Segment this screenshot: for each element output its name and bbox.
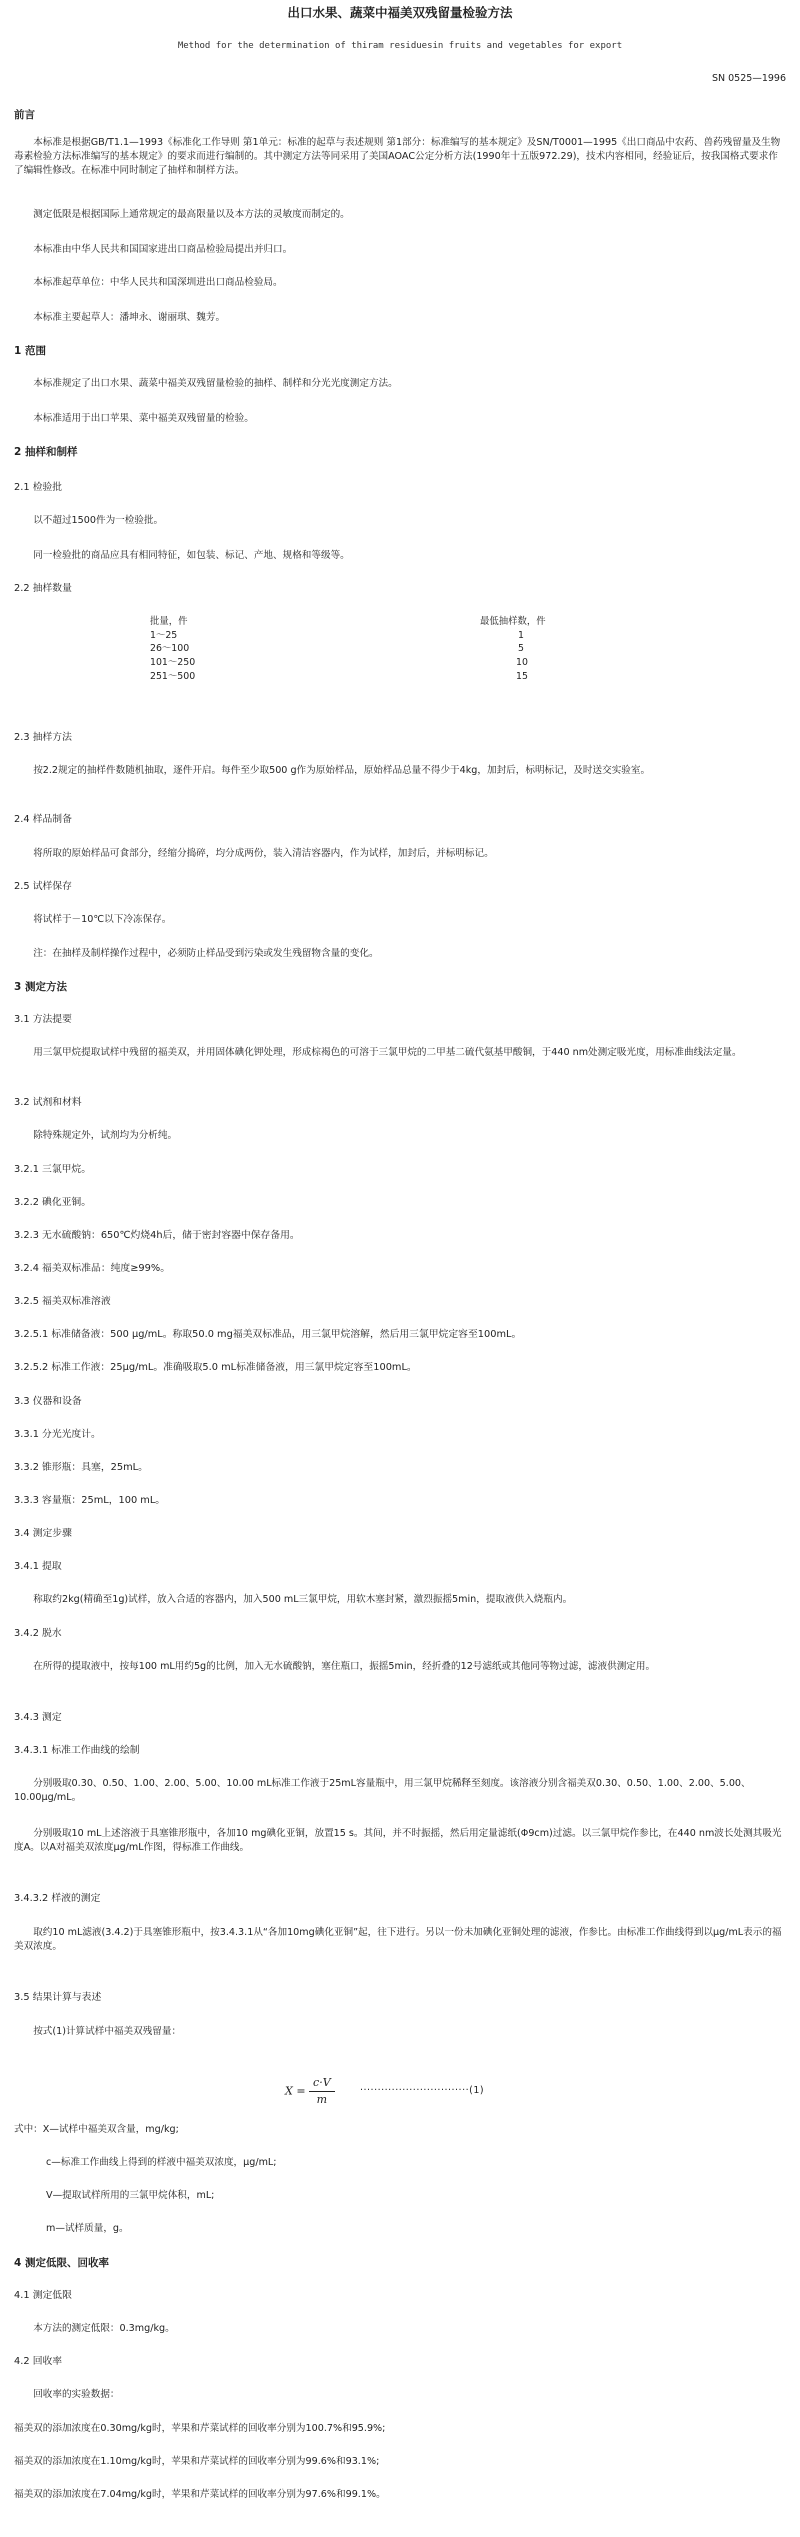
item-3-3-2: 3.3.2 锥形瓶：具塞，25mL。 (14, 1462, 148, 1473)
section-4-1-para: 本方法的测定低限：0.3mg/kg。 (33, 2323, 175, 2334)
section-2-4-heading: 2.4 样品制备 (14, 814, 72, 825)
section-3-4-heading: 3.4 测定步骤 (14, 1528, 72, 1539)
table-cell: 15 (516, 670, 528, 682)
document-title: 出口水果、蔬菜中福美双残留量检验方法 (287, 5, 513, 20)
foreword-para-4: 本标准起草单位：中华人民共和国深圳进出口商品检验局。 (33, 277, 283, 288)
standard-number: SN 0525—1996 (711, 73, 786, 84)
section-3-4-2-heading: 3.4.2 脱水 (14, 1628, 62, 1639)
section-3-heading: 3 测定方法 (14, 981, 67, 993)
formula-var-c: c—标准工作曲线上得到的样液中福美双浓度，μg/mL; (46, 2157, 277, 2168)
section-3-4-3-2-para: 取约10 mL滤液(3.4.2)于具塞锥形瓶中，按3.4.3.1从“各加10mg碘化亚铜”起，往下进行。另以一份未加碘化亚铜处理的滤液，作参比。由标准工作曲线得到以μg/mL表示的福美双浓度。 (14, 1927, 782, 1952)
formula-var-m: m—试样质量，g。 (46, 2223, 129, 2234)
section-3-4-3-heading: 3.4.3 测定 (14, 1712, 62, 1723)
section-2-4-para-1: 将所取的原始样品可食部分，经缩分捣碎，均分成两份，装入清洁容器内，作为试样，加封后，并标明标记。 (33, 848, 494, 859)
section-3-4-3-2-heading: 3.4.3.2 样液的测定 (14, 1893, 101, 1904)
sampling-quantity-table (150, 615, 546, 683)
item-3-2-5-2: 3.2.5.2 标准工作液：25μg/mL。准确吸取5.0 mL标准储备液，用三氯甲烷定容至100mL。 (14, 1362, 417, 1373)
section-2-heading: 2 抽样和制样 (14, 446, 78, 458)
section-3-2-heading: 3.2 试剂和材料 (14, 1097, 82, 1108)
item-3-2-5-1: 3.2.5.1 标准储备液：500 μg/mL。称取50.0 mg福美双标准品，用三氯甲烷溶解，然后用三氯甲烷定容至100mL。 (14, 1329, 522, 1340)
item-3-2-1: 3.2.1 三氯甲烷。 (14, 1164, 92, 1175)
section-2-5-note: 注：在抽样及制样操作过程中，必须防止样品受到污染或发生残留物含量的变化。 (33, 948, 379, 959)
foreword-para-2: 测定低限是根据国际上通常规定的最高限量以及本方法的灵敏度而制定的。 (33, 209, 350, 220)
table-row (150, 642, 546, 656)
table-cell: 101～250 (150, 656, 196, 668)
item-3-2-5: 3.2.5 福美双标准溶液 (14, 1296, 111, 1307)
formula-fraction (309, 2075, 335, 2108)
section-2-2-heading: 2.2 抽样数量 (14, 583, 72, 594)
section-2-5-para-1: 将试样于－10℃以下冷冻保存。 (33, 914, 172, 925)
foreword-heading: 前言 (14, 109, 35, 121)
formula-denominator: m (316, 2092, 328, 2106)
section-1-para-2: 本标准适用于出口苹果、菜中福美双残留量的检验。 (33, 413, 254, 424)
section-3-4-1-para: 称取约2kg(精确至1g)试样，放入合适的容器内，加入500 mL三氯甲烷，用软木塞封紧，激烈振摇5min，提取液供入烧瓶内。 (33, 1594, 573, 1605)
table-cell: 1 (518, 629, 524, 641)
item-3-2-3: 3.2.3 无水硫酸钠：650℃灼烧4h后，储于密封容器中保存备用。 (14, 1230, 300, 1241)
recovery-line-1: 福美双的添加浓度在0.30mg/kg时，苹果和芹菜试样的回收率分别为100.7%和95.9%; (14, 2423, 386, 2434)
section-3-4-2-para: 在所得的提取液中，按每100 mL用约5g的比例，加入无水硫酸钠，塞住瓶口，振摇5min，经折叠的12号滤纸或其他同等物过滤，滤液供测定用。 (33, 1661, 656, 1672)
formula-lhs: X = (285, 2084, 306, 2098)
table-cell: 5 (518, 643, 524, 655)
sampling-table (150, 615, 546, 683)
table-header-min-samples: 最低抽样数，件 (480, 616, 546, 627)
section-3-5-heading: 3.5 结果计算与表述 (14, 1992, 102, 2003)
section-3-5-para-1: 按式(1)计算试样中福美双残留量： (33, 2026, 182, 2037)
section-3-2-para-1: 除特殊规定外，试剂均为分析纯。 (33, 1130, 178, 1141)
table-header-row (150, 615, 546, 629)
formula-number: ·······························(1) (360, 2085, 485, 2096)
section-2-1-para-2: 同一检验批的商品应具有相同特征，如包装、标记、产地、规格和等级等。 (33, 550, 350, 561)
section-3-4-1-heading: 3.4.1 提取 (14, 1561, 62, 1572)
section-4-2-para: 回收率的实验数据： (33, 2389, 120, 2400)
table-cell: 10 (516, 656, 528, 668)
table-cell: 251～500 (150, 670, 196, 682)
formula-numerator: c·V (309, 2075, 335, 2092)
section-2-1-para-1: 以不超过1500件为一检验批。 (33, 515, 164, 526)
section-2-3-heading: 2.3 抽样方法 (14, 732, 72, 743)
section-3-1-para-1: 用三氯甲烷提取试样中残留的福美双，并用固体碘化钾处理，形成棕褐色的可溶于三氯甲烷的二甲基二硫代氨基甲酸铜，于440 nm处测定吸光度，用标准曲线法定量。 (33, 1047, 742, 1058)
formula-where: 式中：X—试样中福美双含量，mg/kg; (14, 2124, 179, 2135)
foreword-para-5: 本标准主要起草人：潘坤永、谢丽琪、魏芳。 (33, 312, 226, 323)
item-3-2-2: 3.2.2 碘化亚铜。 (14, 1197, 92, 1208)
table-cell: 1～25 (150, 629, 178, 641)
section-4-heading: 4 测定低限、回收率 (14, 2257, 109, 2269)
section-3-4-3-1-para-a: 分别吸取0.30、0.50、1.00、2.00、5.00、10.00 mL标准工作液于25mL容量瓶中，用三氯甲烷稀释至刻度。该溶液分别含福美双0.30、0.50、1.00、2.00、5.00、10.00μg/mL。 (14, 1778, 751, 1803)
formula-var-v: V—提取试样所用的三氯甲烷体积，mL; (46, 2190, 215, 2201)
recovery-line-2: 福美双的添加浓度在1.10mg/kg时，苹果和芹菜试样的回收率分别为99.6%和93.1%; (14, 2456, 380, 2467)
foreword-para-3: 本标准由中华人民共和国国家进出口商品检验局提出并归口。 (33, 244, 293, 255)
table-cell: 26～100 (150, 643, 190, 655)
table-header-batch: 批量，件 (150, 616, 188, 627)
section-3-1-heading: 3.1 方法提要 (14, 1014, 72, 1025)
table-row (150, 629, 546, 643)
section-3-4-3-1-heading: 3.4.3.1 标准工作曲线的绘制 (14, 1745, 140, 1756)
section-4-1-heading: 4.1 测定低限 (14, 2290, 72, 2301)
section-3-3-heading: 3.3 仪器和设备 (14, 1396, 82, 1407)
section-1-heading: 1 范围 (14, 345, 46, 357)
item-3-2-4: 3.2.4 福美双标准品：纯度≥99%。 (14, 1263, 170, 1274)
foreword-para-1: 本标准是根据GB/T1.1—1993《标准化工作导则 第1单元：标准的起草与表述规则 第1部分：标准编写的基本规定》及SN/T0001—1995《出口商品中农药、兽药残留量及生物毒素检验方法标准编写的基本规定》的要求而进行编制的。其中测定方法等同采用了美国AOAC公定分析方法(1990年十五版972.29)，技术内容相同，经验证后，按我国格式要求作了编辑性修改。在标准中同时制定了抽样和制样方法。 (14, 137, 781, 176)
item-3-3-3: 3.3.3 容量瓶：25mL，100 mL。 (14, 1495, 166, 1506)
section-2-5-heading: 2.5 试样保存 (14, 881, 72, 892)
table-row (150, 656, 546, 670)
item-3-3-1: 3.3.1 分光光度计。 (14, 1429, 101, 1440)
section-2-1-heading: 2.1 检验批 (14, 482, 63, 493)
section-2-3-para-1: 按2.2规定的抽样件数随机抽取，逐件开启。每件至少取500 g作为原始样品，原始样品总量不得少于4kg，加封后，标明标记，及时送交实验室。 (33, 765, 651, 776)
table-row (150, 670, 546, 684)
section-3-4-3-1-para-b: 分别吸取10 mL上述溶液于具塞锥形瓶中，各加10 mg碘化亚铜，放置15 s。其间，并不时振摇，然后用定量滤纸(Φ9cm)过滤。以三氯甲烷作参比，在440 nm波长处测其吸光度A。以A对福美双浓度μg/mL作图，得标准工作曲线。 (14, 1828, 782, 1853)
recovery-line-3: 福美双的添加浓度在7.04mg/kg时，苹果和芹菜试样的回收率分别为97.6%和99.1%。 (14, 2489, 386, 2500)
section-4-2-heading: 4.2 回收率 (14, 2356, 63, 2367)
formula-1 (285, 2075, 335, 2108)
document-subtitle: Method for the determination of thiram residuesin fruits and vegetables for export (177, 41, 623, 51)
section-1-para-1: 本标准规定了出口水果、蔬菜中福美双残留量检验的抽样、制样和分光光度测定方法。 (33, 378, 398, 389)
